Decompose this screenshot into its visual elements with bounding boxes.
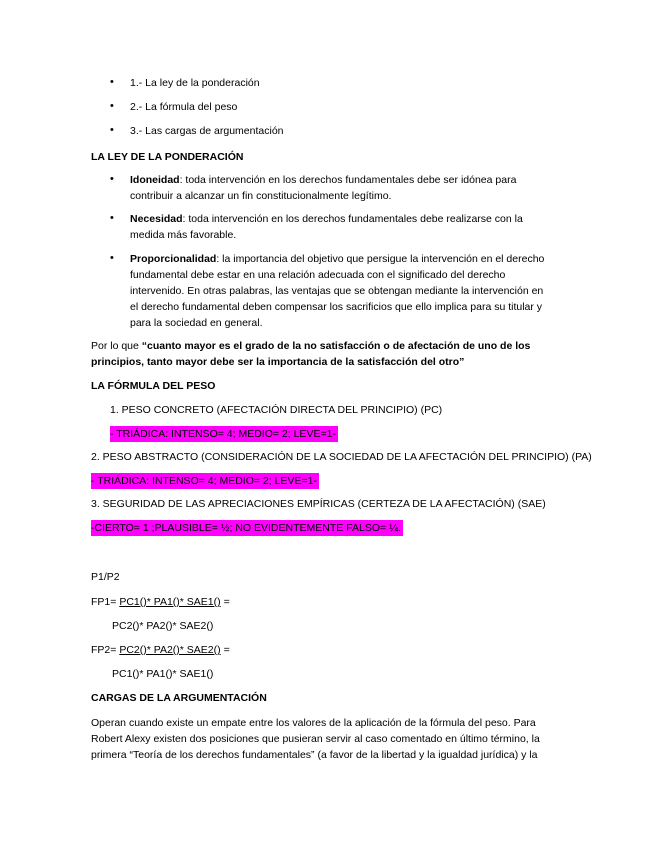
item-proporcionalidad-line3: intervenido. En otras palabras, las ventajas que se obtengan mediante la intervención en (130, 285, 544, 297)
section-heading-cargas: CARGAS DE LA ARGUMENTACIÓN (91, 692, 267, 704)
fp1-denominator: PC2()* PA2()* SAE2() (112, 620, 214, 632)
item-idoneidad-line2: contribuir a alcanzar un fin constitucionalmente legítimo. (130, 190, 392, 202)
section-heading-formula: LA FÓRMULA DEL PESO (91, 380, 216, 392)
fp2-formula (91, 642, 230, 658)
quote-line1 (91, 338, 530, 354)
top-list-item-3: 3.- Las cargas de argumentación (130, 125, 284, 137)
fp2-equals: = (220, 644, 230, 656)
term-necesidad: Necesidad (130, 213, 183, 225)
fp1-numerator: PC1()* PA1()* SAE1() (119, 596, 221, 608)
highlight-triadica-1: - TRIÁDICA: INTENSO= 4; MEDIO= 2; LEVE=1- (110, 428, 336, 440)
fp1-equals: = (220, 596, 230, 608)
highlight-triadica-2: - TRIÁDICA: INTENSO= 4; MEDIO= 2; LEVE=1- (91, 475, 317, 487)
term-proporcionalidad: Proporcionalidad (130, 253, 217, 265)
item-necesidad-line1 (130, 211, 523, 227)
bullet-dot: • (110, 252, 114, 264)
formula-item-2: 2. PESO ABSTRACTO (CONSIDERACIÓN DE LA SOCIEDAD DE LA AFECTACIÓN DEL PRINCIPIO) (PA) (91, 451, 592, 463)
fp2-numerator: PC2()* PA2()* SAE2() (119, 644, 221, 656)
quote-text: “cuanto mayor es el grado de la no satisfacción o de afectación de uno de los (141, 340, 531, 352)
item-text: : toda intervención en los derechos fundamentales debe ser idónea para (179, 174, 517, 186)
item-idoneidad-line1 (130, 172, 516, 188)
ratio-label: P1/P2 (91, 571, 120, 583)
item-text: : toda intervención en los derechos fundamentales debe realizarse con la (182, 213, 523, 225)
highlight-certeza: -CIERTO= 1 ;PLAUSIBLE= ½; NO EVIDENTEMENTE FALSO= ¼. (91, 522, 401, 534)
fp2-denominator: PC1()* PA1()* SAE1() (112, 668, 214, 680)
quote-line2: principios, tanto mayor debe ser la importancia de la satisfacción del otro” (91, 356, 465, 368)
fp1-label: FP1= (91, 596, 120, 608)
item-necesidad-line2: medida más favorable. (130, 229, 237, 241)
cargas-paragraph-line2: Robert Alexy existen dos posiciones que pusieran servir al caso comentado en último término, la (91, 733, 540, 745)
bullet-dot: • (110, 76, 114, 88)
formula-item-3: 3. SEGURIDAD DE LAS APRECIACIONES EMPÍRICAS (CERTEZA DE LA AFECTACIÓN) (SAE) (91, 498, 546, 510)
bullet-dot: • (110, 124, 114, 136)
bullet-dot: • (110, 212, 114, 224)
item-proporcionalidad-line4: el derecho fundamental deben compensar los sacrificios que ello implica para su titular y (130, 301, 543, 313)
top-list-item-1: 1.- La ley de la ponderación (130, 77, 260, 89)
formula-item-1: 1. PESO CONCRETO (AFECTACIÓN DIRECTA DEL PRINCIPIO) (PC) (110, 404, 443, 416)
bullet-dot: • (110, 173, 114, 185)
fp1-formula (91, 594, 230, 610)
term-idoneidad: Idoneidad (130, 174, 180, 186)
item-proporcionalidad-line5: para la sociedad en general. (130, 317, 263, 329)
item-text: : la importancia del objetivo que persigue la intervención en el derecho (216, 253, 545, 265)
top-list-item-2: 2.- La fórmula del peso (130, 101, 238, 113)
cargas-paragraph-line1: Operan cuando existe un empate entre los valores de la aplicación de la fórmula del peso. Para (91, 717, 536, 729)
cargas-paragraph-line3: primera “Teoría de los derechos fundamentales” (a favor de la libertad y la igualdad jurídica) y la (91, 749, 538, 761)
bullet-dot: • (110, 100, 114, 112)
section-heading-ley: LA LEY DE LA PONDERACIÓN (91, 151, 244, 163)
item-proporcionalidad-line2: fundamental debe estar en una relación adecuada con el significado del derecho (130, 269, 506, 281)
fp2-label: FP2= (91, 644, 120, 656)
quote-prefix: Por lo que (91, 340, 142, 352)
item-proporcionalidad-line1 (130, 251, 544, 267)
